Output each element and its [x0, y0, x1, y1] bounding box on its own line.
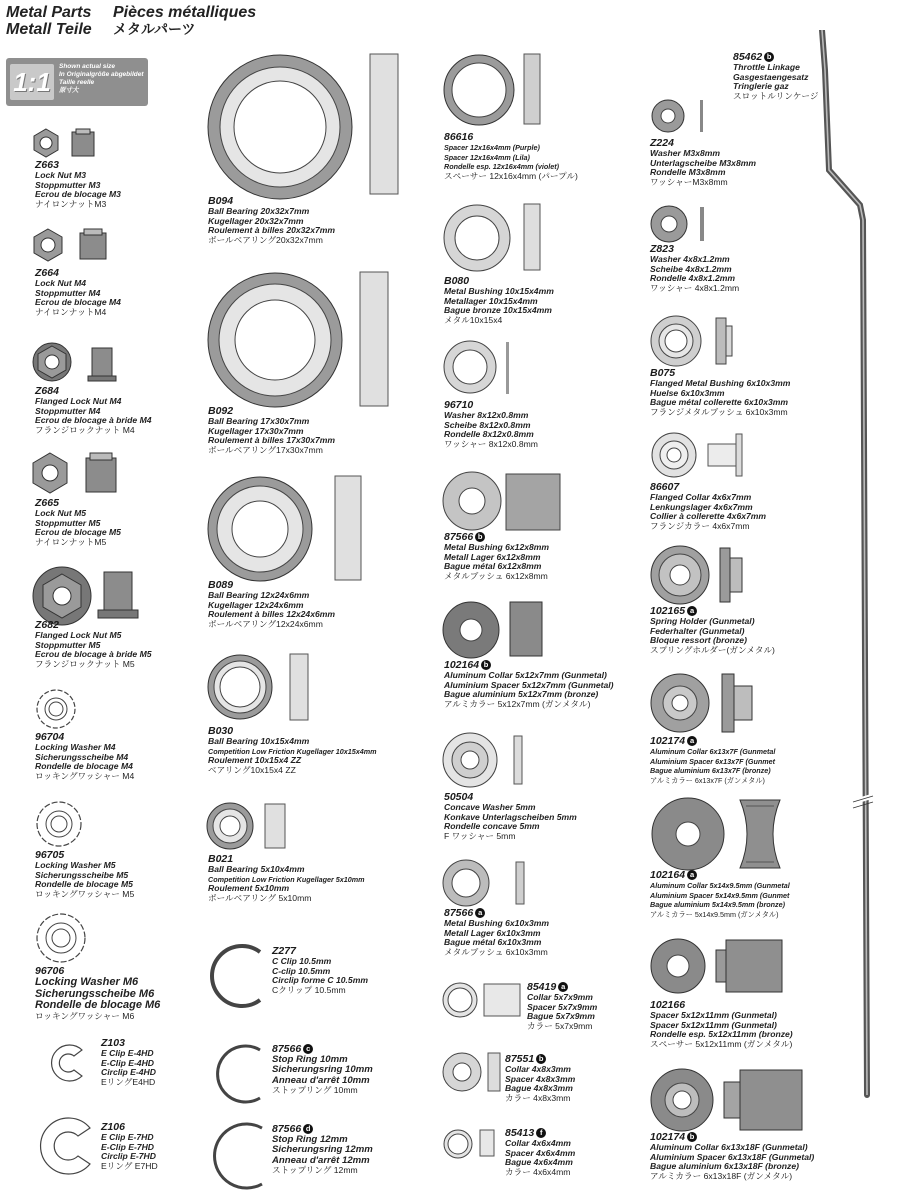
aluminum-collar-102164a-illustration [650, 796, 790, 877]
part-z682: Z682 Flanged Lock Nut M5 Stoppmutter M5 Ecrou de blocage à bride M5 フランジロックナット M5 [35, 619, 152, 669]
flanged-metal-bushing-b075-illustration [650, 314, 740, 373]
variant-badge: c [303, 1044, 313, 1054]
part-number: Z682 [35, 619, 59, 631]
part-102166: 102166 Spacer 5x12x11mm (Gunmetal) Spacer 5x12x11mm (Gunmetal) Rondelle esp. 5x12x11mm (bronze) スペーサー 5x12x11mm (ガンメタル) [650, 999, 793, 1049]
header-title-de: Metall Teile [6, 21, 92, 38]
variant-badge: b [481, 660, 491, 670]
ball-bearing-b030-illustration [205, 652, 325, 727]
variant-badge: b [475, 532, 485, 542]
locking-washer-m5-illustration [35, 800, 83, 853]
part-number: 87566 b [444, 532, 549, 543]
part-85462b: 85462 b Throttle Linkage Gasgestaengesatz Tringlerie gaz スロットルリンケージ [733, 51, 819, 101]
part-96704: 96704 Locking Washer M4 Sicherungsscheibe M4 Rondelle de blocage M4 ロッキングワッシャー M4 [35, 731, 135, 781]
washer-z224-illustration [650, 98, 710, 139]
part-87551b: 87551 b Collar 4x8x3mm Spacer 4x8x3mm Bague 4x8x3mm カラー 4x8x3mm [505, 1053, 576, 1103]
collar-85419a-illustration [442, 980, 522, 1025]
part-z103: Z103 E Clip E-4HD E-Clip E-4HD Circlip E-4HD EリングE4HD [101, 1037, 156, 1087]
part-number: Z103 [101, 1037, 125, 1049]
variant-badge: b [536, 1054, 546, 1064]
part-number: B092 [208, 405, 234, 417]
spring-holder-102165a-illustration [650, 544, 750, 611]
part-102174a: 102174 a Aluminum Collar 6x13x7F (Gunmetal Aluminium Spacer 6x13x7F (Gunmet Bague aluminium 6x13x7F (bronze) アルミカラー 6x13x7F (ガンメタル) [650, 735, 776, 785]
ball-bearing-b094-illustration [205, 52, 405, 207]
part-b075: B075 Flanged Metal Bushing 6x10x3mm Huelse 6x10x3mm Bague métal collerette 6x10x3mm フランジメタルブッシュ 6x10x3mm [650, 367, 791, 417]
part-87566a: 87566 a Metal Bushing 6x10x3mm Metall Lager 6x10x3mm Bague métal 6x10x3mm メタルブッシュ 6x10x3mm [444, 907, 550, 957]
part-number: 96710 [444, 399, 474, 411]
part-number: Z224 [650, 137, 674, 149]
part-number: Z665 [35, 497, 59, 509]
part-number: Z106 [101, 1121, 125, 1133]
aluminum-collar-102174b-illustration [650, 1066, 810, 1139]
variant-badge: d [303, 1124, 313, 1134]
part-87566b: 87566 b Metal Bushing 6x12x8mm Metall Lager 6x12x8mm Bague métal 6x12x8mm メタルブッシュ 6x12x8mm [444, 531, 550, 581]
variant-badge: a [475, 908, 485, 918]
part-z663: Z663 Lock Nut M3 Stoppmutter M3 Ecrou de blocage M3 ナイロンナットM3 [35, 159, 121, 209]
part-number: B089 [208, 579, 234, 591]
part-50504: 50504 Concave Washer 5mm Konkave Unterlagscheiben 5mm Rondelle concave 5mm F ワッシャー 5mm [444, 791, 577, 841]
part-number: 85419 a [527, 982, 597, 993]
part-z684: Z684 Flanged Lock Nut M4 Stoppmutter M4 Ecrou de blocage à bride M4 フランジロックナット M4 [35, 385, 152, 435]
part-number: 85413 f [505, 1128, 575, 1139]
part-number: 86616 [444, 131, 474, 143]
part-96705: 96705 Locking Washer M5 Sicherungsscheibe M5 Rondelle de blocage M5 ロッキングワッシャー M5 [35, 849, 135, 899]
variant-badge: f [536, 1128, 546, 1138]
part-number: 50504 [444, 791, 474, 803]
variant-badge: a [687, 870, 697, 880]
part-number: 96706 [35, 965, 65, 977]
part-87566d: 87566 d Stop Ring 12mm Sicherungsring 12mm Anneau d'arrêt 12mm ストップリング 12mm [272, 1123, 373, 1176]
washer-96710-illustration [442, 340, 512, 401]
part-85413f: 85413 f Collar 4x6x4mm Spacer 4x6x4mm Bague 4x6x4mm カラー 4x6x4mm [505, 1127, 576, 1177]
e-clip-e7hd-illustration [36, 1114, 100, 1183]
spacer-86616-illustration [442, 52, 552, 133]
header-title-en: Metal Parts [6, 4, 92, 21]
part-number: 102174 a [650, 736, 775, 747]
part-number: Z663 [35, 159, 59, 171]
variant-badge: a [687, 606, 697, 616]
metal-bushing-87566a-illustration [442, 858, 532, 913]
variant-badge: b [687, 1132, 697, 1142]
part-86607: 86607 Flanged Collar 4x6x7mm Lenkungslager 4x6x7mm Collier à collerette 4x6x7mm フランジカラー 4x6x7mm [650, 481, 767, 531]
aluminum-collar-102164b-illustration [442, 600, 552, 665]
part-number: 96704 [35, 731, 65, 743]
part-number: Z823 [650, 243, 674, 255]
part-b080: B080 Metal Bushing 10x15x4mm Metallager 10x15x4mm Bague bronze 10x15x4mm メタル10x15x4 [444, 275, 554, 325]
part-b030: B030 Ball Bearing 10x15x4mm Competition Low Friction Kugellager 10x15x4mm Roulement 10x15x4 ZZ ベアリング10x15x4 ZZ [208, 725, 377, 775]
stop-ring-12mm-illustration [206, 1118, 272, 1199]
part-96706: 96706 Locking Washer M6 Sicherungsscheibe M6 Rondelle de blocage M6 ロッキングワッシャー M6 [35, 965, 161, 1021]
part-number: 102174 b [650, 1132, 814, 1143]
spacer-102166-illustration [650, 936, 790, 1001]
part-b094: B094 Ball Bearing 20x32x7mm Kugellager 20x32x7mm Roulement à billes 20x32x7mm ボールベアリング20x32x7mm [208, 195, 336, 245]
part-102165a: 102165 a Spring Holder (Gunmetal) Federhalter (Gunmetal) Bloque ressort (bronze) スプリングホルダー(ガンメタル) [650, 605, 775, 655]
scale-badge-text: Shown actual size In Originalgröße abgebildet Taille reelle 原寸大 [59, 63, 144, 94]
part-102174b: 102174 b Aluminum Collar 6x13x18F (Gunmetal) Aluminium Spacer 6x13x18F (Gunmetal) Bague aluminium 6x13x18F (bronze) アルミカラー 6x13x18F (ガンメタル) [650, 1131, 815, 1181]
c-clip-z277-illustration [208, 940, 272, 1017]
lock-nut-m5-illustration [32, 452, 122, 501]
concave-washer-50504-illustration [442, 732, 532, 793]
throttle-linkage-rod-illustration [815, 30, 875, 1100]
part-86616: 86616 Spacer 12x16x4mm (Purple) Spacer 12x16x4mm (Lila) Rondelle esp. 12x16x4mm (violet) スペーサー 12x16x4mm (パープル) [444, 131, 578, 181]
part-102164a: 102164 a Aluminum Collar 5x14x9.5mm (Gunmetal Aluminium Spacer 5x14x9.5mm (Gunmet Bague aluminium 5x14x9.5mm (bronze) アルミカラー 5x14x9.5mm (ガンメタル) [650, 869, 790, 919]
part-number: 87566 a [444, 908, 549, 919]
e-clip-e4hd-illustration [44, 1040, 90, 1091]
ball-bearing-b089-illustration [205, 474, 375, 589]
metal-bushing-b080-illustration [442, 202, 552, 279]
part-z823: Z823 Washer 4x8x1.2mm Scheibe 4x8x1.2mm Rondelle 4x8x1.2mm ワッシャー 4x8x1.2mm [650, 243, 740, 293]
part-number: Z684 [35, 385, 59, 397]
part-b021: B021 Ball Bearing 5x10x4mm Competition Low Friction Kugellager 5x10mm Roulement 5x10mm ボールベアリング 5x10mm [208, 853, 365, 903]
part-87566c: 87566 c Stop Ring 10mm Sicherungsring 10mm Anneau d'arrêt 10mm ストップリング 10mm [272, 1043, 373, 1096]
stop-ring-10mm-illustration [210, 1040, 270, 1115]
variant-badge: a [558, 982, 568, 992]
part-b092: B092 Ball Bearing 17x30x7mm Kugellager 17x30x7mm Roulement à billes 17x30x7mm ボールベアリング17x30x7mm [208, 405, 336, 455]
part-number: 85462 b [733, 52, 818, 63]
locking-washer-m4-illustration [35, 688, 77, 735]
part-number: 102164 b [444, 660, 614, 671]
metal-bushing-87566b-illustration [442, 470, 562, 537]
variant-badge: a [687, 736, 697, 746]
part-number: B075 [650, 367, 676, 379]
scale-ratio: 1:1 [10, 64, 54, 100]
part-number: 87566 d [272, 1124, 373, 1135]
header-title-jp: メタルパーツ [113, 21, 196, 37]
aluminum-collar-102174a-illustration [650, 672, 760, 739]
part-number: 87551 b [505, 1054, 575, 1065]
part-z106: Z106 E Clip E-7HD E-Clip E-7HD Circlip E-7HD Eリング E7HD [101, 1121, 158, 1171]
header-title-fr: Pièces métalliques [113, 4, 257, 21]
part-102164b: 102164 b Aluminum Collar 5x12x7mm (Gunmetal) Aluminium Spacer 5x12x7mm (Gunmetal) Bague aluminium 5x12x7mm (bronze) アルミカラー 5x12x7mm (ガンメタル) [444, 659, 614, 709]
part-number: Z664 [35, 267, 59, 279]
part-number: 87566 c [272, 1044, 373, 1055]
locking-washer-m6-illustration [35, 912, 87, 969]
ball-bearing-b021-illustration [205, 800, 305, 857]
flanged-collar-86607-illustration [650, 430, 750, 485]
part-number: B021 [208, 853, 234, 865]
part-b089: B089 Ball Bearing 12x24x6mm Kugellager 12x24x6mm Roulement à billes 12x24x6mm ボールベアリング12x24x6mm [208, 579, 336, 629]
part-z224: Z224 Washer M3x8mm Unterlagscheibe M3x8mm Rondelle M3x8mm ワッシャーM3x8mm [650, 137, 757, 187]
part-number: B094 [208, 195, 234, 207]
ball-bearing-b092-illustration [205, 270, 405, 415]
part-z664: Z664 Lock Nut M4 Stoppmutter M4 Ecrou de blocage M4 ナイロンナットM4 [35, 267, 121, 317]
part-number: B080 [444, 275, 470, 287]
part-number: B030 [208, 725, 234, 737]
flanged-lock-nut-m4-illustration [32, 340, 122, 389]
actual-size-badge [6, 58, 148, 106]
part-number: 102164 a [650, 870, 790, 881]
part-96710: 96710 Washer 8x12x0.8mm Scheibe 8x12x0.8mm Rondelle 8x12x0.8mm ワッシャー 8x12x0.8mm [444, 399, 538, 449]
collar-85413f-illustration [442, 1128, 512, 1167]
part-number: 102166 [650, 999, 686, 1011]
part-number: 96705 [35, 849, 65, 861]
part-number: 86607 [650, 481, 680, 493]
part-z665: Z665 Lock Nut M5 Stoppmutter M5 Ecrou de blocage M5 ナイロンナットM5 [35, 497, 121, 547]
lock-nut-m4-illustration [32, 228, 112, 269]
part-85419a: 85419 a Collar 5x7x9mm Spacer 5x7x9mm Bague 5x7x9mm カラー 5x7x9mm [527, 981, 598, 1031]
collar-87551b-illustration [442, 1050, 512, 1099]
part-number: Z277 [272, 945, 296, 957]
variant-badge: b [764, 52, 774, 62]
part-number: 102165 a [650, 606, 775, 617]
part-z277: Z277 C Clip 10.5mm C-clip 10.5mm Circlip forme C 10.5mm Cクリップ 10.5mm [272, 945, 368, 995]
